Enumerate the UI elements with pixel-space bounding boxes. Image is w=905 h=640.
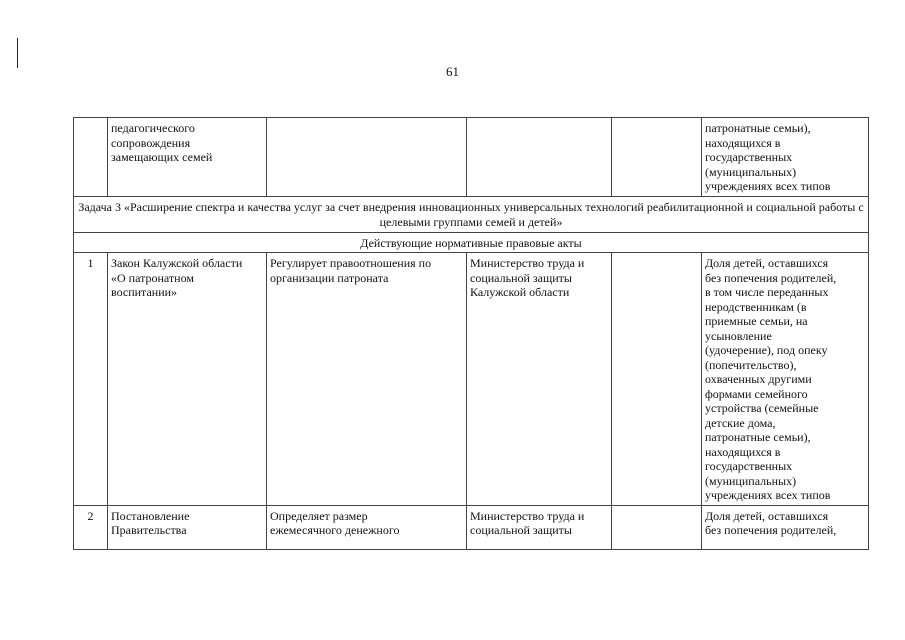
cell-title (108, 118, 267, 197)
task-header-row (74, 196, 869, 232)
indicator-text: Доля детей, оставшихся без попечения родителей, (705, 508, 837, 537)
cell-term (612, 505, 702, 549)
description-text: Регулирует правоотношения по организации патроната (270, 256, 432, 285)
section-header: Действующие нормативные правовые акты (74, 232, 869, 253)
cell-num (74, 118, 108, 197)
responsible-text: Министерство труда и социальной защиты Калужской области (470, 256, 585, 299)
title-text: педагогического сопровождения замещающих семей (111, 121, 213, 164)
cell-indicator (702, 253, 869, 506)
page-number: 61 (446, 64, 459, 79)
table-row-continued (74, 118, 869, 197)
indicator-text: Доля детей, оставшихся без попечения родителей, в том числе переданных неродственникам (в приемные семьи, на усыновление (удочерение), под опеку (попечительство), охваченных другими формами семейного устройства (семейные детские дома, патронатные семьи), находящихся в государственных (муниципальных) учреждениях всех типов (705, 256, 837, 502)
indicator-text: патронатные семьи), находящихся в государственных (муниципальных) учреждениях всех типов (705, 121, 831, 193)
section-header-row (74, 232, 869, 253)
cell-description (267, 253, 467, 506)
cell-description (267, 505, 467, 549)
cell-responsible (467, 505, 612, 549)
cell-title (108, 253, 267, 506)
row-number: 1 (74, 253, 108, 506)
cell-indicator (702, 505, 869, 549)
row-number: 2 (74, 505, 108, 549)
cell-responsible (467, 253, 612, 506)
responsible-text: Министерство труда и социальной защиты (470, 508, 585, 537)
cell-term (612, 118, 702, 197)
table-row (74, 253, 869, 506)
cell-description (267, 118, 467, 197)
cell-term (612, 253, 702, 506)
title-text: Закон Калужской области «О патронатном воспитании» (111, 256, 243, 299)
task-header: Задача 3 «Расширение спектра и качества услуг за счет внедрения инновационных универсальных технологий реабилитационной и социальной работы с целевыми группами семей и детей» (74, 196, 869, 232)
document-table (73, 117, 869, 550)
table-row (74, 505, 869, 549)
title-text: Постановление Правительства (111, 508, 190, 537)
cell-title (108, 505, 267, 549)
cell-indicator (702, 118, 869, 197)
cell-responsible (467, 118, 612, 197)
description-text: Определяет размер ежемесячного денежного (270, 508, 400, 537)
